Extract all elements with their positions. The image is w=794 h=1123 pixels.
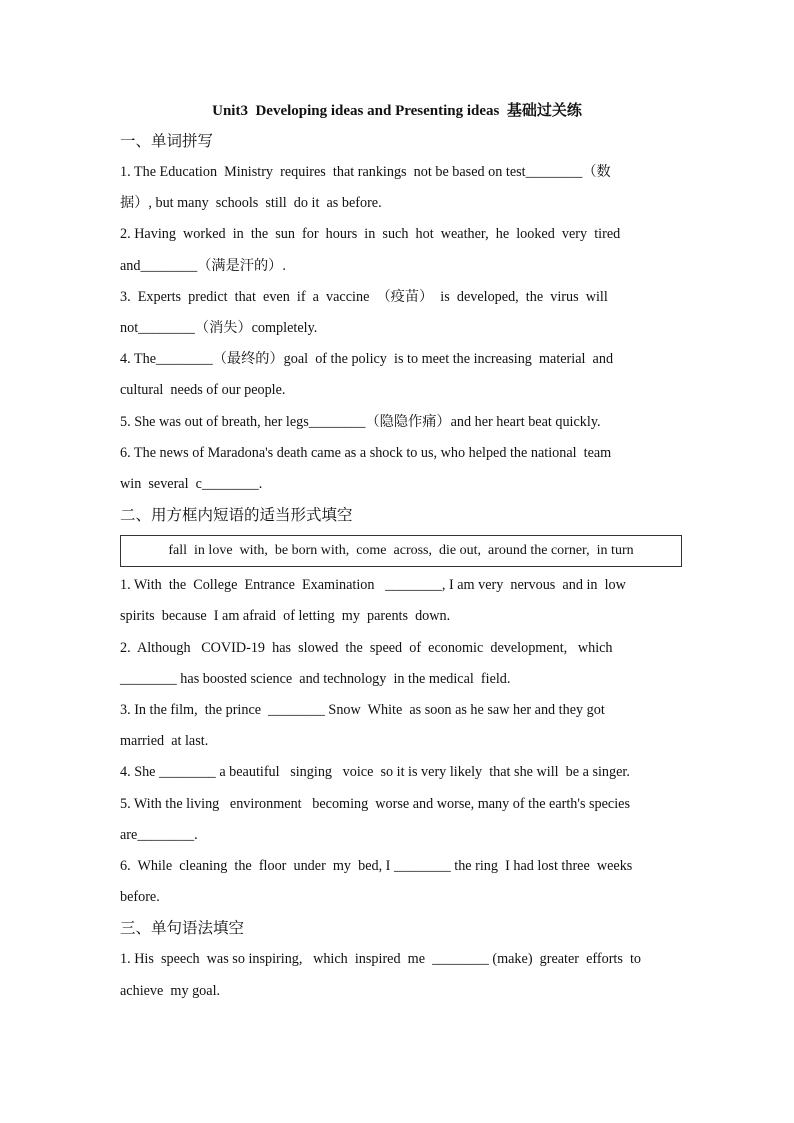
worksheet-page [120,98,674,1007]
question-line: before. [120,889,160,906]
question-item [120,851,674,913]
question-item [120,757,674,788]
question-line: cultural needs of our people. [120,382,286,399]
question-line: 2. Having worked in the sun for hours in such hot weather, he looked very tired [120,226,621,243]
section3-heading: 三、单句语法填空 [120,919,245,938]
question-line: ________ has boosted science and technology in the medical field. [120,670,511,687]
phrase-list: fall in love with, be born with, come across, die out, around the corner, in turn [168,543,634,559]
question-item [120,282,674,344]
question-line: are________. [120,826,198,843]
question-line: 2. Although COVID-19 has slowed the speed of economic development, which [120,639,613,656]
question-line: 5. With the living environment becoming worse and worse, many of the earth's species [120,795,630,812]
worksheet-title: Unit3 Developing ideas and Presenting ideas 基础过关练 [212,103,582,119]
question-line: achieve my goal. [120,982,221,999]
question-item [120,219,674,281]
question-item [120,789,674,851]
section2-heading: 二、用方框内短语的适当形式填空 [120,506,353,525]
question-item [120,570,674,632]
question-line: spirits because I am afraid of letting my parents down. [120,608,451,625]
question-line: 5. She was out of breath, her legs________（隐隐作痛）and her heart beat quickly. [120,413,601,430]
question-line: not________（消失）completely. [120,320,318,337]
question-line: win several c________. [120,476,263,493]
question-item [120,633,674,695]
question-item [120,407,674,438]
question-line: 3. Experts predict that even if a vaccine （疫苗） is developed, the virus will [120,288,608,305]
question-item [120,944,674,1006]
phrase-box [120,535,682,567]
question-line: 6. While cleaning the floor under my bed, I ________ the ring I had lost three weeks [120,858,633,875]
question-line: 3. In the film, the prince ________ Snow White as soon as he saw her and they got [120,702,605,719]
section3-items [120,944,674,1006]
question-item [120,157,674,219]
question-line: 1. The Education Ministry requires that rankings not be based on test________（数 [120,164,611,180]
question-line: 4. She ________ a beautiful singing voice so it is very likely that she will be a singer. [120,764,630,781]
question-item [120,438,674,500]
question-line: and________（满是汗的）. [120,257,286,274]
section1-items [120,157,674,500]
section1-heading: 一、单词拼写 [120,132,214,150]
question-line: 1. His speech was so inspiring, which inspired me ________ (make) greater efforts to [120,951,642,968]
question-line: 6. The news of Maradona's death came as a shock to us, who helped the national team [120,444,612,461]
question-line: 4. The________（最终的）goal of the policy is to meet the increasing material and [120,351,614,368]
question-line: married at last. [120,733,209,750]
question-line: 1. With the College Entrance Examination ________, I am very nervous and in low [120,577,626,594]
section2-items [120,570,674,913]
question-item [120,344,674,406]
question-item [120,695,674,757]
question-line: 据）, but many schools still do it as before. [120,195,382,212]
